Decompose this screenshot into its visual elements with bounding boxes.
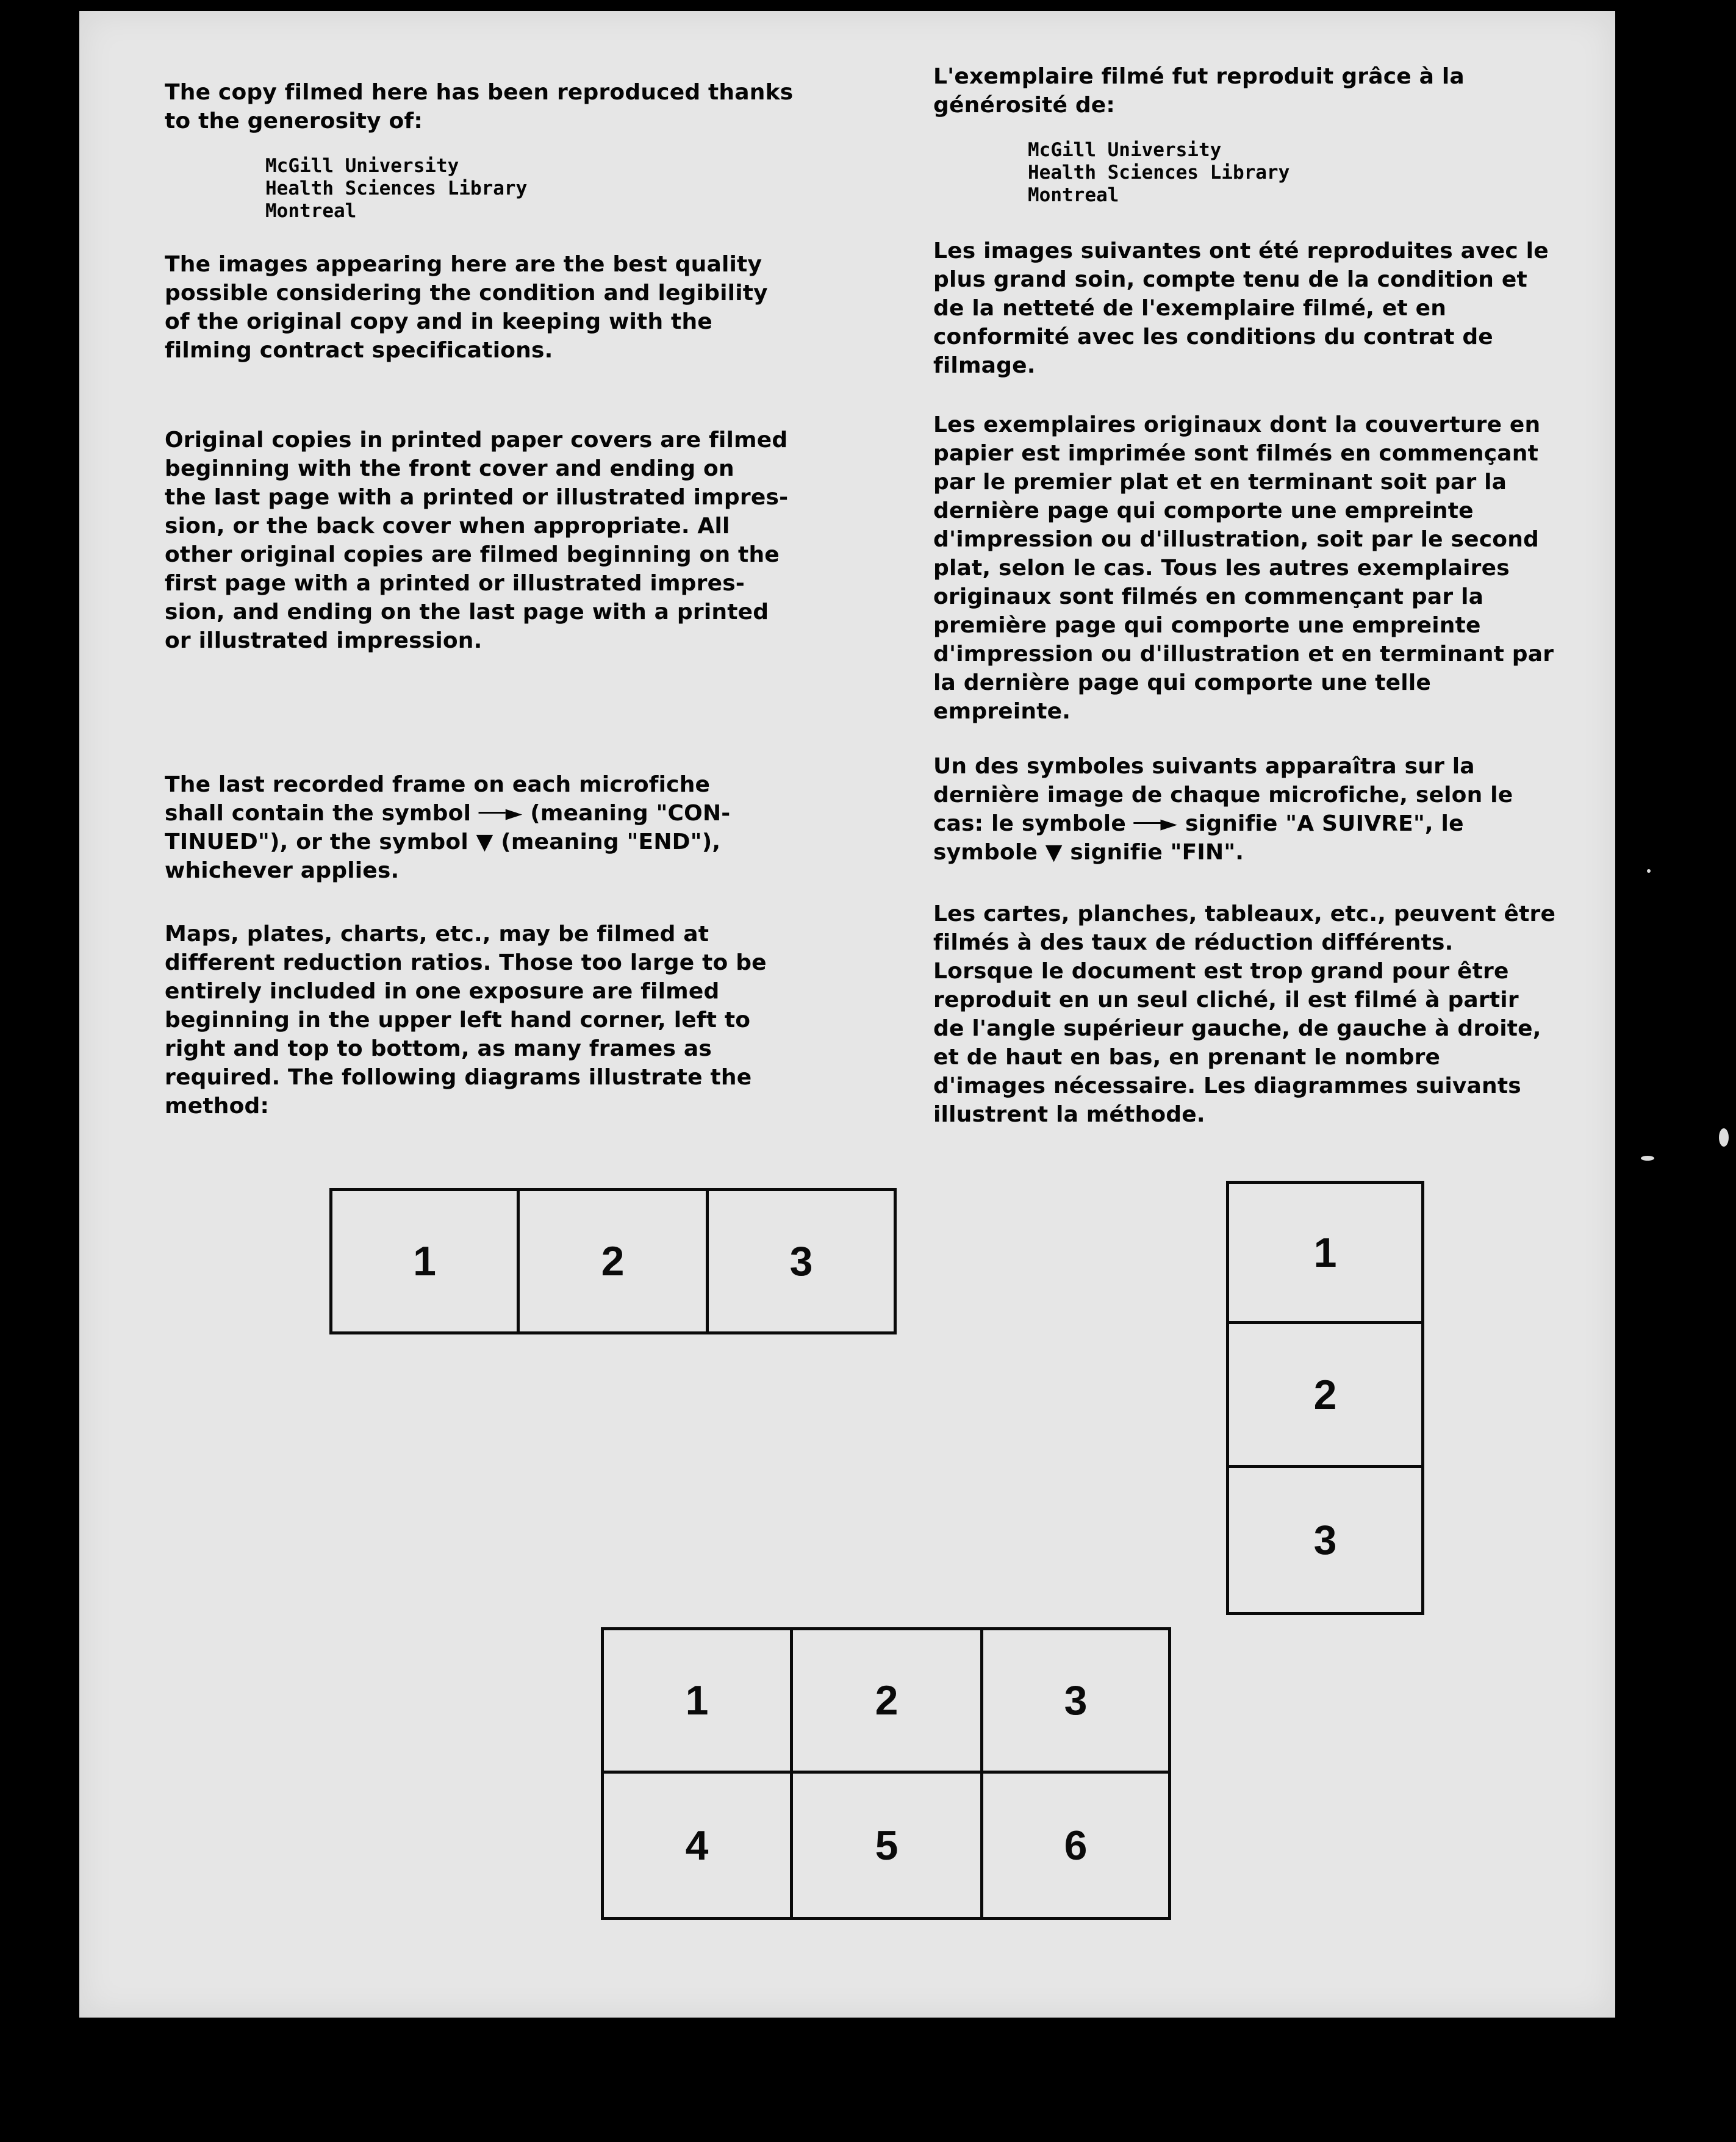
frame-cell: 3 <box>789 1238 813 1284</box>
frame-cell: 4 <box>604 1774 793 1917</box>
library-name: McGill University Health Sciences Library Montreal <box>265 155 528 222</box>
frame-cell: 3 <box>1313 1517 1337 1563</box>
filmed-page <box>79 11 1615 2018</box>
image-quality-text-fr: Les images suivantes ont été reproduites avec le plus grand soin, compte tenu de la condition et de la netteté de l'exemplaire filmé, et en conformité avec les conditions du contrat de filmage. <box>933 238 1549 378</box>
frame-cell: 3 <box>983 1630 1168 1774</box>
acknowledgement-text-fr: L'exemplaire filmé fut reproduit grâce à la générosité de: <box>933 64 1465 118</box>
maps-text: Maps, plates, charts, etc., may be filmed at different reduction ratios. Those too large to be entirely included in one exposure are filmed beginning in the upper left hand corner, left to right and top to bottom, as many frames as required. The following diagrams illustrate the method: <box>165 922 767 1119</box>
library-name-fr: McGill University Health Sciences Library Montreal <box>1028 139 1290 206</box>
filming-order-text-fr: Les exemplaires originaux dont la couverture en papier est imprimée sont filmés en commençant par le premier plat et en terminant soit par la dernière page qui comporte une empreinte d'impression ou d'illustration, soit par le second plat, selon le cas. Tous les autres exemplaires originaux sont filmés en commençant par la première page qui comporte une empreinte d'impression ou d'illustration et en terminant par la dernière page qui comporte une telle empreinte. <box>933 412 1554 724</box>
scan-speck <box>1641 1156 1654 1161</box>
frame-cell: 1 <box>604 1630 793 1774</box>
image-quality-text: The images appearing here are the best quality possible considering the condition and legibility of the original copy and in keeping with the filming contract specifications. <box>165 252 768 363</box>
frame-cell: 2 <box>1229 1324 1421 1468</box>
symbol-text: The last recorded frame on each microfiche shall contain the symbol ──► (meaning "CON- TINUED"), or the symbol ▼ (meaning "END"), whichever applies. <box>165 772 731 883</box>
grid-frame-diagram <box>601 1627 1171 1920</box>
symbol-text-fr: Un des symboles suivants apparaîtra sur la dernière image de chaque microfiche, selon le cas: le symbole ──► signifie "A SUIVRE", le symbole ▼ signifie "FIN". <box>933 754 1513 865</box>
acknowledgement-text: The copy filmed here has been reproduced thanks to the generosity of: <box>165 80 794 134</box>
frame-cell: 2 <box>520 1191 709 1331</box>
filming-order-text: Original copies in printed paper covers are filmed beginning with the front cover and ending on the last page with a printed or illustrated impres- sion, or the back cover when appropriate. All other original copies are filmed beginning on the first page with a printed or illustrated impres- sion, and ending on the last page with a printed or illustrated impression. <box>165 428 789 653</box>
frame-cell: 2 <box>793 1630 983 1774</box>
frame-cell: 6 <box>1064 1822 1088 1869</box>
horizontal-frame-diagram <box>329 1188 897 1334</box>
frame-cell: 1 <box>1229 1184 1421 1324</box>
scan-speck <box>1647 869 1651 873</box>
scan-speck <box>1719 1128 1729 1147</box>
vertical-frame-diagram <box>1226 1181 1424 1615</box>
frame-cell: 1 <box>332 1191 520 1331</box>
frame-cell: 5 <box>793 1774 983 1917</box>
maps-text-fr: Les cartes, planches, tableaux, etc., peuvent être filmés à des taux de réduction différents. Lorsque le document est trop grand pour être reproduit en un seul cliché, il est filmé à partir de l'angle supérieur gauche, de gauche à droite, et de haut en bas, en prenant le nombre d'images nécessaire. Les diagrammes suivants illustrent la méthode. <box>933 901 1556 1127</box>
